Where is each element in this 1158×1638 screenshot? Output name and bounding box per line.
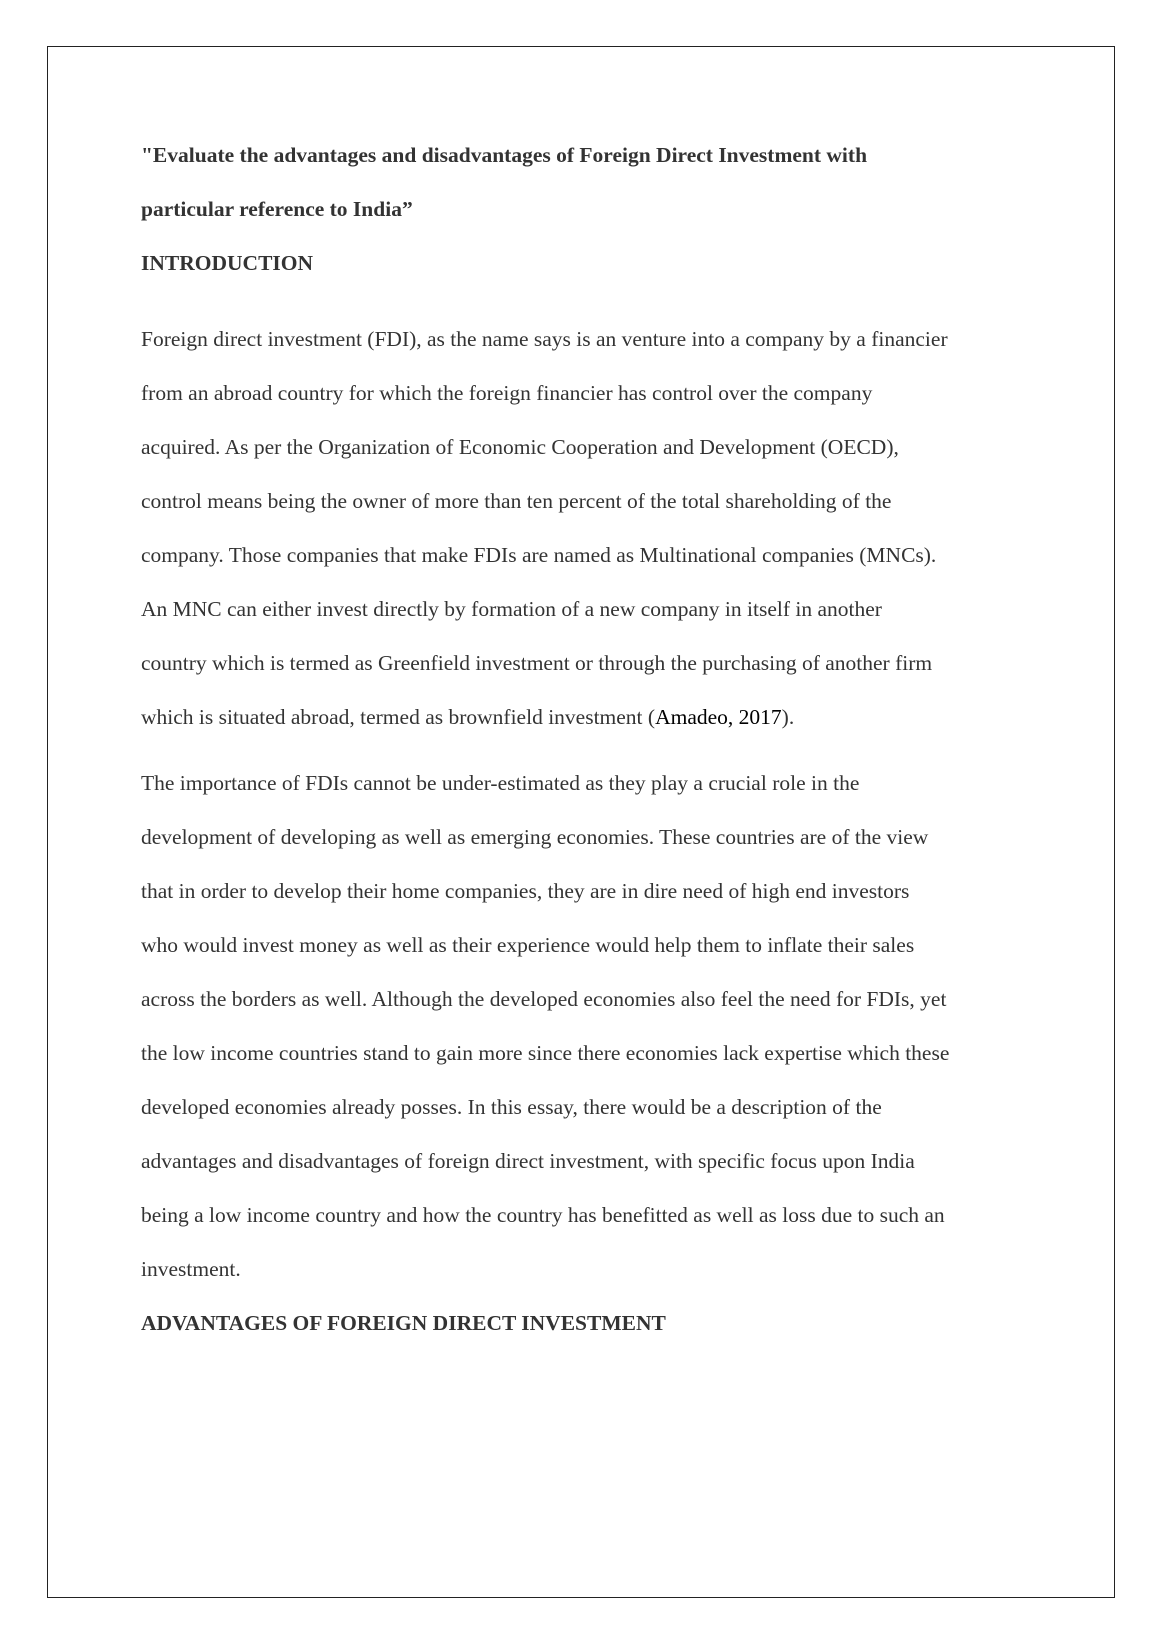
paragraph-line: advantages and disadvantages of foreign direct investment, with specific focus upon India	[141, 1149, 915, 1173]
essay-title-line: "Evaluate the advantages and disadvantages of Foreign Direct Investment with	[141, 143, 868, 167]
paragraph-line: Foreign direct investment (FDI), as the name says is an venture into a company by a financier	[141, 327, 948, 351]
paragraph-line: country which is termed as Greenfield investment or through the purchasing of another firm	[141, 651, 933, 675]
introduction-paragraph-2	[141, 756, 1041, 1296]
paragraph-line: investment.	[141, 1257, 241, 1281]
paragraph-line: being a low income country and how the country has benefitted as well as loss due to such an	[141, 1203, 945, 1227]
paragraph-line: acquired. As per the Organization of Economic Cooperation and Development (OECD),	[141, 435, 899, 459]
document-body	[141, 128, 1041, 1372]
paragraph-line: The importance of FDIs cannot be under-estimated as they play a crucial role in the	[141, 771, 860, 795]
paragraph-line: developed economies already posses. In this essay, there would be a description of the	[141, 1095, 882, 1119]
introduction-heading: INTRODUCTION	[141, 251, 314, 275]
paragraph-line: An MNC can either invest directly by formation of a new company in itself in another	[141, 597, 882, 621]
paragraph-line: from an abroad country for which the foreign financier has control over the company	[141, 381, 873, 405]
essay-title-line: particular reference to India”	[141, 197, 413, 221]
introduction-paragraph-1	[141, 312, 1041, 744]
paragraph-line: who would invest money as well as their experience would help them to inflate their sales	[141, 933, 915, 957]
line-prefix: which is situated abroad, termed as brownfield investment (	[141, 705, 656, 729]
advantages-heading: ADVANTAGES OF FOREIGN DIRECT INVESTMENT	[141, 1311, 666, 1335]
citation: Amadeo, 2017	[655, 705, 782, 729]
paragraph-line: control means being the owner of more than ten percent of the total shareholding of the	[141, 489, 892, 513]
paragraph-line: that in order to develop their home companies, they are in dire need of high end investors	[141, 879, 910, 903]
essay-title	[141, 128, 1041, 236]
paragraph-line: the low income countries stand to gain more since there economies lack expertise which these	[141, 1041, 950, 1065]
paragraph-line: across the borders as well. Although the developed economies also feel the need for FDIs, yet	[141, 987, 947, 1011]
paragraph-line: development of developing as well as emerging economies. These countries are of the view	[141, 825, 929, 849]
paragraph-line: company. Those companies that make FDIs are named as Multinational companies (MNCs).	[141, 543, 937, 567]
paragraph-line-with-citation	[141, 690, 1041, 744]
line-suffix: ).	[781, 705, 795, 729]
